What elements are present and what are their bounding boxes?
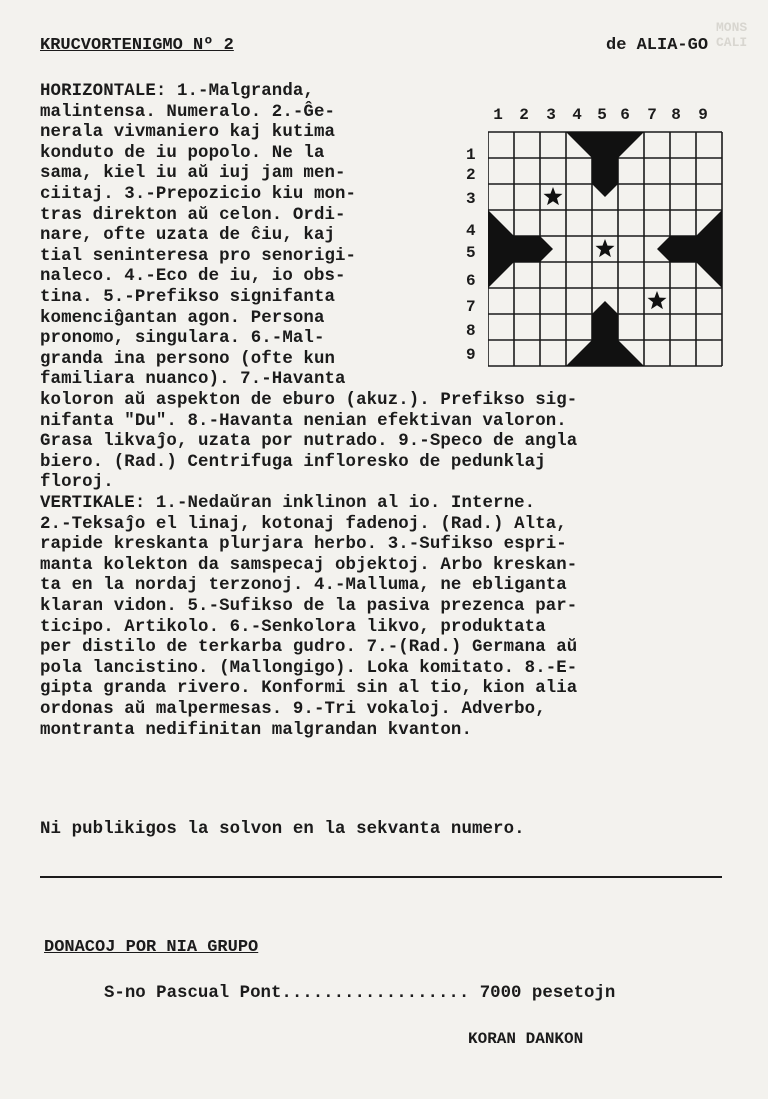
clue-line: gipta granda rivero. Konformi sin al tio, kion alia xyxy=(40,679,578,699)
black-block xyxy=(696,236,722,262)
clue-line: ta en la nordaj terzonoj. 4.-Malluma, ne ebliganta xyxy=(40,576,567,596)
column-number: 7 xyxy=(647,106,657,124)
black-block xyxy=(696,210,722,236)
row-number: 8 xyxy=(466,322,476,340)
column-number: 9 xyxy=(698,106,708,124)
row-number: 3 xyxy=(466,190,476,208)
clue-line: manta kolekton da samspecaj objektoj. Arbo kreskan- xyxy=(40,555,578,575)
clue-line: pola lancistino. (Mallongigo). Loka komitato. 8.-E- xyxy=(40,658,578,678)
clue-line: nare, ofte uzata de ĉiu, kaj xyxy=(40,226,336,246)
clue-line: biero. (Rad.) Centrifuga infloresko de pedunklaj xyxy=(40,452,546,472)
column-number: 2 xyxy=(519,106,529,124)
black-block xyxy=(592,132,618,158)
black-block xyxy=(488,262,514,288)
clue-line: rapide kreskanta plurjara herbo. 3.-Sufikso espri- xyxy=(40,535,567,555)
black-block xyxy=(657,236,696,262)
star-icon xyxy=(544,187,563,205)
clue-line: VERTIKALE: 1.-Nedaŭran inklinon al io. Interne. xyxy=(40,494,536,513)
black-block xyxy=(566,340,592,366)
black-block xyxy=(592,340,618,366)
row-number: 6 xyxy=(466,272,476,290)
puzzle-title: KRUCVORTENIGMO Nº 2 xyxy=(40,36,234,55)
clue-line: konduto de iu popolo. Ne la xyxy=(40,143,325,163)
black-block xyxy=(592,301,618,340)
clue-line: granda ina persono (ofte kun xyxy=(40,349,336,369)
clue-line: Grasa likvaĵo, uzata por nutrado. 9.-Speco de angla xyxy=(40,432,578,452)
clue-line: koloron aŭ aspekton de eburo (akuz.). Prefikso sig- xyxy=(40,391,578,410)
clue-line: ticipo. Artikolo. 6.-Senkolora likvo, produktata xyxy=(40,617,546,637)
clue-line: nifanta "Du". 8.-Havanta nenian efektivan valoron. xyxy=(40,411,567,431)
publish-note: Ni publikigos la solvon en la sekvanta numero. xyxy=(40,820,525,839)
crossword-row-numbers xyxy=(466,132,486,372)
row-number: 9 xyxy=(466,346,476,364)
section-divider xyxy=(40,876,722,878)
clue-line: klaran vidon. 5.-Sufikso de la pasiva prezenca par- xyxy=(40,597,578,616)
bleed-through-text: MONS CALI xyxy=(716,20,748,50)
clue-line: naleco. 4.-Eco de iu, io obs- xyxy=(40,267,346,287)
clue-line: tras direkton aŭ celon. Ordi- xyxy=(40,205,346,225)
clue-line: 2.-Teksaĵo el linaj, kotonaj fadenoj. (Rad.) Alta, xyxy=(40,514,567,534)
clue-line: tial seninteresa pro senorigi- xyxy=(40,246,357,266)
crossword-grid xyxy=(488,104,728,374)
clue-line: ordonas aŭ malpermesas. 9.-Tri vokaloj. Adverbo, xyxy=(40,700,546,719)
black-block xyxy=(696,262,722,288)
clue-line: sama, kiel iu aŭ iuj jam men- xyxy=(40,164,346,184)
column-number: 5 xyxy=(597,106,607,124)
black-block xyxy=(566,132,592,158)
black-block xyxy=(488,210,514,236)
column-number: 4 xyxy=(572,106,582,124)
thanks-text: KORAN DANKON xyxy=(468,1030,584,1048)
black-block xyxy=(592,158,618,197)
clue-line: ciitaj. 3.-Prepozicio kiu mon- xyxy=(40,185,357,204)
column-number: 1 xyxy=(493,106,503,124)
clue-line: per distilo de terkarba gudro. 7.-(Rad.) Germana aŭ xyxy=(40,638,578,658)
clue-line: komenciĝantan agon. Persona xyxy=(40,308,325,328)
clue-line: tina. 5.-Prefikso signifanta xyxy=(40,288,336,307)
black-block xyxy=(618,132,644,158)
clue-line: pronomo, singulara. 6.-Mal- xyxy=(40,329,325,349)
clue-line: floroj. xyxy=(40,473,114,493)
clue-line: HORIZONTALE: 1.-Malgranda, xyxy=(40,82,314,101)
row-number: 2 xyxy=(466,166,476,184)
star-icon xyxy=(648,291,667,309)
black-block xyxy=(618,340,644,366)
black-block xyxy=(488,236,514,262)
row-number: 7 xyxy=(466,298,476,316)
column-number: 6 xyxy=(620,106,630,124)
clue-line: malintensa. Numeralo. 2.-Ĝe- xyxy=(40,102,336,122)
row-number: 5 xyxy=(466,244,476,262)
donation-entry: S-no Pascual Pont.................. 7000 pesetojn xyxy=(104,984,616,1003)
column-number: 8 xyxy=(671,106,681,124)
clue-line: montranta nedifinitan malgrandan kvanton. xyxy=(40,720,472,740)
star-icon xyxy=(596,239,615,257)
clue-line: familiara nuanco). 7.-Havanta xyxy=(40,370,346,390)
row-number: 1 xyxy=(466,146,476,164)
donations-heading: DONACOJ POR NIA GRUPO xyxy=(44,938,259,957)
column-number: 3 xyxy=(546,106,556,124)
clue-line: nerala vivmaniero kaj kutima xyxy=(40,123,336,143)
puzzle-author: de ALIA-GO xyxy=(606,36,709,55)
row-number: 4 xyxy=(466,222,476,240)
black-block xyxy=(514,236,553,262)
